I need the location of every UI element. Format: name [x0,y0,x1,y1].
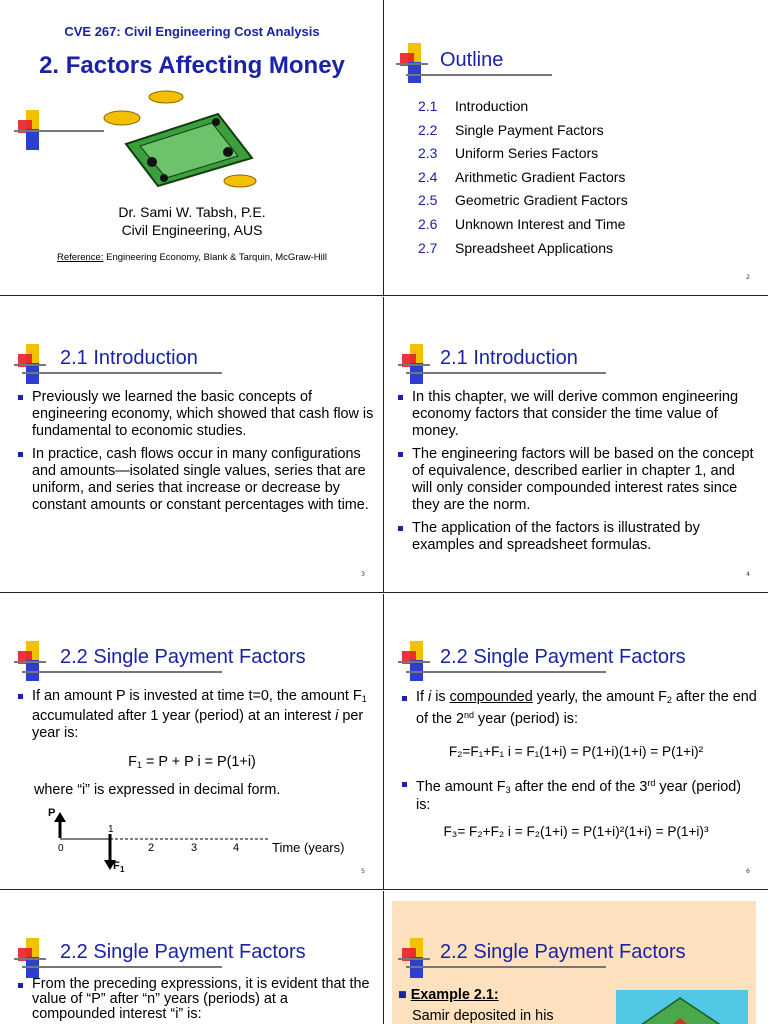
tick-3: 3 [191,842,198,854]
slide-heading: 2.1 Introduction [60,347,198,369]
bullet-list [14,389,374,520]
example-text: Samir deposited in his [412,1008,554,1024]
tick-0: 0 [58,843,64,854]
heading-rule [406,671,606,673]
slide-heading: 2.2 Single Payment Factors [440,941,686,963]
page-number: 2 [746,274,750,281]
slide-logo-icon [398,938,432,978]
heading-rule [406,372,606,374]
page-number: 4 [746,571,750,578]
equation-f1: $F_1 = P + P$ i = P(1+i) [128,754,256,770]
slide-single-payment-2 [384,594,768,890]
reference-text: Engineering Economy, Blank & Tarquin, McGraw-Hill [103,252,327,263]
f1-label: F [113,860,120,872]
heading-rule [406,966,606,968]
slide-logo-icon [14,344,48,384]
heading-rule [22,671,222,673]
outline-item: 2.4 Arithmetic Gradient Factors [418,168,626,185]
page-number: 3 [361,571,365,578]
cash-flow-diagram [40,806,370,876]
bullet-item: The engineering factors will be based on the concept of equivalence, described earlier in chapter 1, and will only consider compounded interest rates since they are the norm. [394,446,754,514]
bullet-list-2 [398,776,758,819]
slide-title [0,0,384,296]
slide-logo-icon [398,641,432,681]
heading-rule [22,372,222,374]
slide-heading: Outline [440,49,504,71]
house-illustration-icon [616,990,748,1024]
outline-item: 2.7 Spreadsheet Applications [418,239,613,256]
heading-rule [406,74,552,76]
bullet-item: Previously we learned the basic concepts of engineering economy, which showed that cash flow is fundamental to economic studies. [14,389,374,440]
equation-f3: F₃= F₂+F₂ i = F₂(1+i) = P(1+i)²(1+i) = P(1+i)³ [443,824,709,839]
outline-item: 2.3 Uniform Series Factors [418,145,599,162]
outline-item: 2.1 Introduction [418,98,529,114]
slide-logo-icon [398,344,432,384]
bullet-list [14,688,374,748]
bullet-list-1 [398,690,758,733]
slide-logo-icon [14,938,48,978]
outline-item: 2.2 Single Payment Factors [418,121,604,138]
page-number: 6 [746,868,750,875]
example-heading: ■ Example 2.1: [398,987,499,1003]
where-note: where “i” is expressed in decimal form. [34,782,281,798]
outline-list [418,98,628,263]
outline-item: 2.5 Geometric Gradient Factors [418,192,628,209]
page-number: 5 [361,868,365,875]
slide-heading: 2.2 Single Payment Factors [440,646,686,668]
reference-label: Reference: [56,252,104,263]
slide-heading: 2.2 Single Payment Factors [60,646,306,668]
outline-item: 2.6 Unknown Interest and Time [418,215,626,232]
slide-example-2-1 [384,891,768,1024]
axis-label: Time (years) [272,840,345,855]
bullet-list [394,389,754,560]
slide-logo-icon [14,641,48,681]
bullet-item: The application of the factors is illustrated by examples and spreadsheet formulas. [394,520,754,554]
bullet-item: In this chapter, we will derive common engineering economy factors that consider the time value of money. [394,389,754,440]
slide-heading: 2.1 Introduction [440,347,578,369]
bullet-item: If an amount P is invested at time t=0, the amount $F_1$ accumulated after 1 year (period) at an interest i per year is: [14,688,374,742]
author-block [0,203,384,239]
slide-logo-icon [396,43,430,83]
heading-rule [22,966,222,968]
slide-introduction-1 [0,297,384,593]
f1-sub: 1 [120,865,125,874]
slide-logo-icon [14,110,48,150]
course-name: CVE 267: Civil Engineering Cost Analysis [64,24,320,39]
reference-line [0,252,384,263]
tick-4: 4 [233,842,240,854]
bullet-item: The amount $F_3$ after the end of the 3rd year (period) is: [398,776,758,813]
bullet-item: In practice, cash flows occur in many configurations and amounts—isolated single values, series that are uniform, and series that increase or decrease by constant amounts or constant percentages with time. [14,446,374,514]
tick-2: 2 [148,842,155,854]
tick-1: 1 [108,824,114,835]
chapter-title: 2. Factors Affecting Money [39,52,345,79]
slide-introduction-2 [384,297,768,593]
author-affiliation: Civil Engineering, AUS [121,222,263,238]
author-name: Dr. Sami W. Tabsh, P.E. [118,204,266,220]
bullet-list [14,977,374,1024]
money-illustration-icon [100,86,280,190]
p-label: P [48,807,56,819]
bullet-item: From the preceding expressions, it is evident that the value of “P” after “n” years (periods) at a compounded interest “i” is: [14,977,374,1022]
slide-heading: 2.2 Single Payment Factors [60,941,306,963]
bullet-item: If i is compounded yearly, the amount $F_2$ after the end of the 2nd year (period) is: [398,690,758,727]
slide-single-payment-1 [0,594,384,890]
slide-outline [384,0,768,296]
slide-single-payment-3 [0,891,384,1024]
equation-f2: F₂=F₁+F₁ i = F₁(1+i) = P(1+i)(1+i) = P(1+i)² [448,744,704,759]
